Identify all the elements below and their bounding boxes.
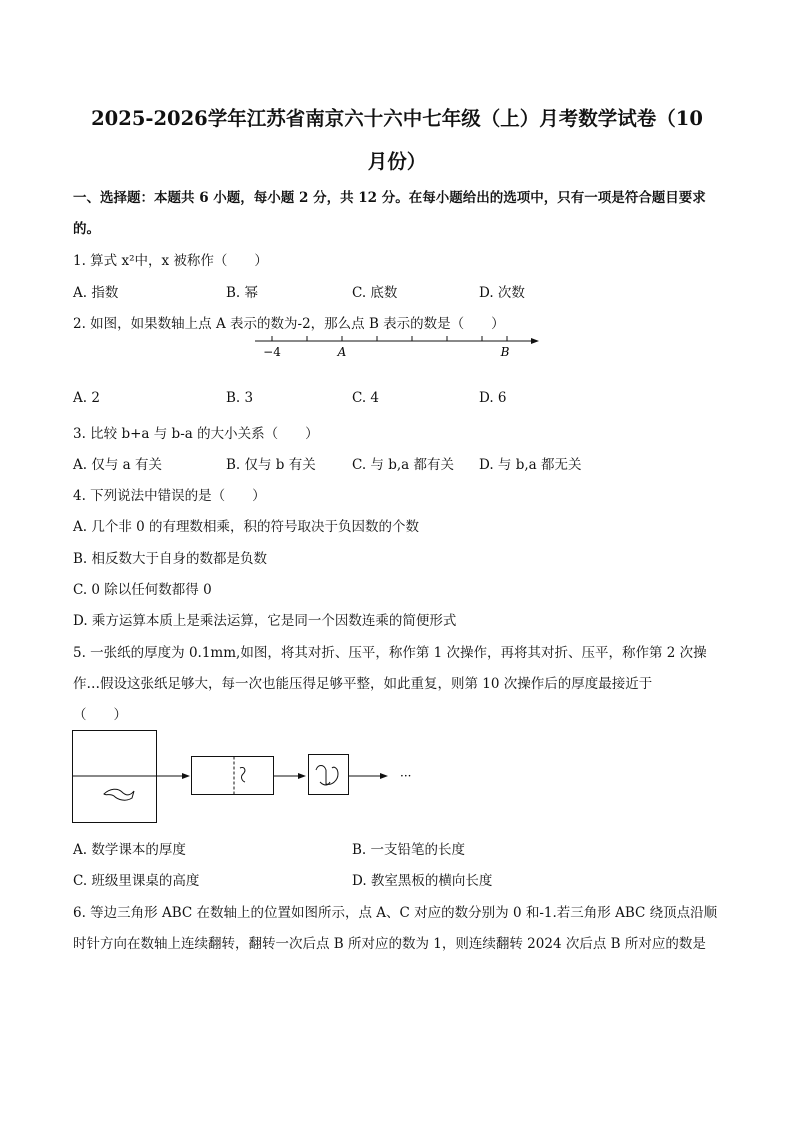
q3-option-a: A. 仅与 a 有关 (73, 457, 162, 473)
q3-option-b: B. 仅与 b 有关 (226, 457, 316, 473)
q4-option-c: C. 0 除以任何数都得 0 (73, 582, 212, 598)
figure-ellipsis: ··· (400, 769, 412, 783)
exam-title-line2: 月份） (367, 150, 427, 173)
point-a-label: A (337, 345, 347, 359)
paper-folding-figure (72, 730, 422, 825)
q4-option-b: B. 相反数大于自身的数都是负数 (73, 551, 268, 567)
number-line-figure (250, 330, 545, 362)
q1-option-c: C. 底数 (352, 285, 398, 301)
q5-stem-line3: （ ） (73, 707, 127, 723)
q1-option-a: A. 指数 (73, 285, 119, 301)
q5-option-b: B. 一支铅笔的长度 (352, 842, 466, 858)
q6-stem-line2: 时针方向在数轴上连续翻转，翻转一次后点 B 所对应的数为 1，则连续翻转 2024 次后点 B 所对应的数是 (73, 936, 706, 952)
q2-stem: 2. 如图，如果数轴上点 A 表示的数为-2，那么点 B 表示的数是（ ） (73, 316, 505, 332)
q5-stem-line1: 5. 一张纸的厚度为 0.1mm,如图，将其对折、压平，称作第 1 次操作，再将其对折、压平，称作第 2 次操 (73, 645, 707, 661)
q3-option-c: C. 与 b,a 都有关 (352, 457, 454, 473)
q4-option-a: A. 几个非 0 的有理数相乘，积的符号取决于负因数的个数 (73, 519, 420, 535)
q3-stem: 3. 比较 b+a 与 b-a 的大小关系（ ） (73, 426, 319, 442)
q5-stem-line2: 作…假设这张纸足够大，每一次也能压得足够平整，如此重复，则第 10 次操作后的厚度最接近于 (73, 676, 653, 692)
q4-stem: 4. 下列说法中错误的是（ ） (73, 488, 266, 504)
q5-option-d: D. 教室黑板的横向长度 (352, 873, 493, 889)
q2-option-c: C. 4 (352, 390, 380, 406)
q2-option-d: D. 6 (479, 390, 507, 406)
point-b-label: B (500, 345, 510, 359)
q5-option-a: A. 数学课本的厚度 (73, 842, 186, 858)
section-heading-cont: 的。 (73, 221, 100, 237)
exam-title-line1: 2025-2026学年江苏省南京六十六中七年级（上）月考数学试卷（10 (91, 107, 703, 130)
q6-stem-line1: 6. 等边三角形 ABC 在数轴上的位置如图所示，点 A、C 对应的数分别为 0 和-1.若三角形 ABC 绕顶点沿顺 (73, 905, 718, 921)
q5-option-c: C. 班级里课桌的高度 (73, 873, 200, 889)
q2-option-b: B. 3 (226, 390, 254, 406)
section-heading: 一、选择题：本题共 6 小题，每小题 2 分，共 12 分。在每小题给出的选项中，只有一项是符合题目要求 (73, 190, 706, 206)
q3-option-d: D. 与 b,a 都无关 (479, 457, 582, 473)
q1-option-d: D. 次数 (479, 285, 525, 301)
q1-stem: 1. 算式 x²中，x 被称作（ ） (73, 253, 268, 269)
axis-tick-label: −4 (263, 345, 281, 359)
q1-option-b: B. 幂 (226, 285, 259, 301)
q2-option-a: A. 2 (73, 390, 100, 406)
q4-option-d: D. 乘方运算本质上是乘法运算，它是同一个因数连乘的简便形式 (73, 613, 457, 629)
